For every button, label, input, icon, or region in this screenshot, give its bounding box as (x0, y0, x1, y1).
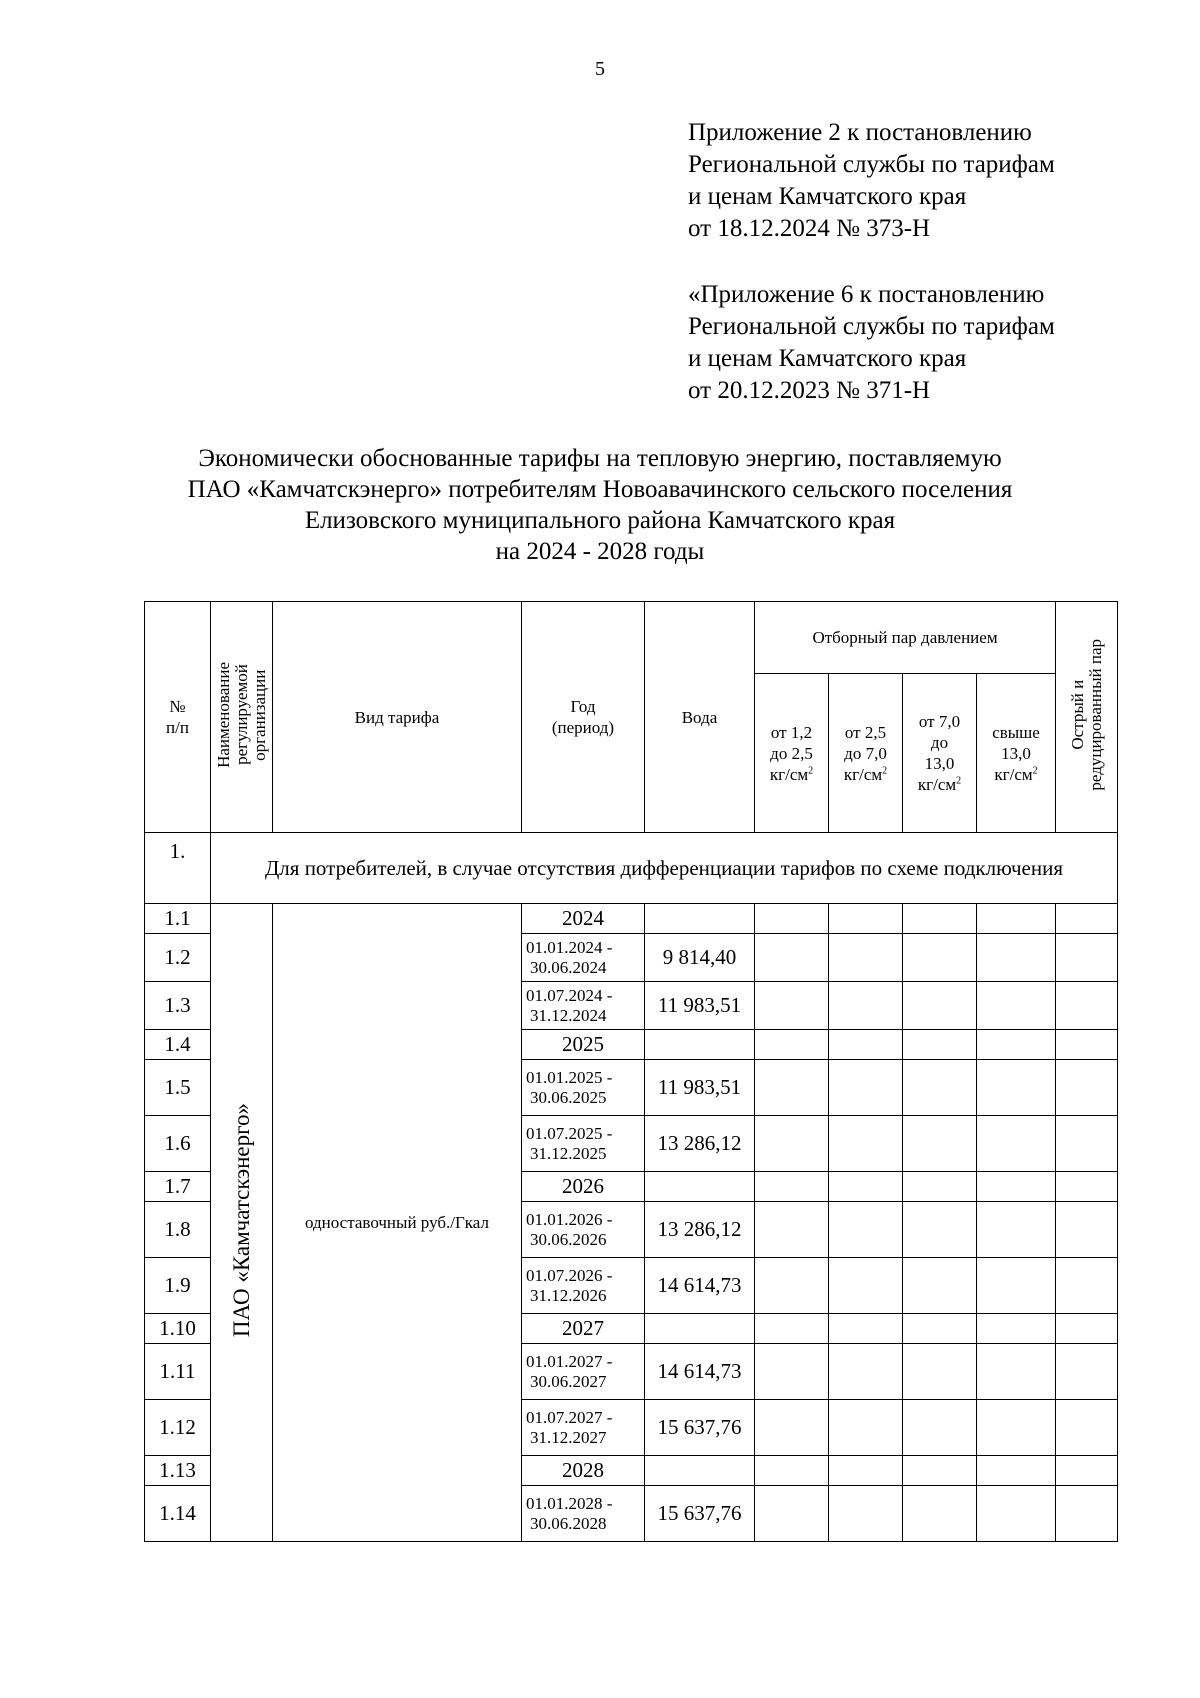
empty-cell (1056, 1314, 1118, 1344)
empty-cell (977, 1456, 1056, 1486)
year-cell: 2028 (522, 1456, 645, 1486)
title-line: ПАО «Камчатскэнерго» потребителям Новоавачинского сельского поселения (187, 476, 1013, 503)
empty-cell (1056, 904, 1118, 934)
empty-cell (903, 904, 977, 934)
empty-cell (903, 1344, 977, 1400)
period-start: 01.07.2026 - (526, 1265, 613, 1285)
year-cell: 2025 (522, 1030, 645, 1060)
appendix-current-block (688, 117, 1055, 245)
header-year-line: (период) (551, 718, 615, 737)
row-number: 1.13 (145, 1456, 211, 1486)
water-value: 14 614,73 (645, 1258, 755, 1314)
empty-cell (1056, 1030, 1118, 1060)
empty-cell (829, 1060, 903, 1116)
empty-cell (1056, 1400, 1118, 1456)
empty-cell (977, 1486, 1056, 1542)
organization-name: ПАО «Камчатскэнерго» (228, 1102, 254, 1338)
empty-cell (903, 934, 977, 982)
period-start: 01.07.2024 - (526, 985, 613, 1005)
empty-cell (755, 934, 829, 982)
empty-cell (829, 904, 903, 934)
row-number: 1.7 (145, 1172, 211, 1202)
period-cell (522, 982, 645, 1030)
period-cell (522, 1202, 645, 1258)
header-organization-line: Наименование (213, 661, 233, 768)
water-value: 11 983,51 (645, 982, 755, 1030)
header-steam-line: от 1,2 (770, 722, 813, 742)
header-year (522, 602, 645, 833)
year-cell: 2026 (522, 1172, 645, 1202)
row-number: 1.1 (145, 904, 211, 934)
header-water: Вода (645, 602, 755, 833)
period-start: 01.07.2027 - (526, 1407, 613, 1427)
header-steam-group: Отборный пар давлением (755, 602, 1056, 674)
row-number: 1.12 (145, 1400, 211, 1456)
row-number: 1.2 (145, 934, 211, 982)
tariff-table (144, 601, 1118, 1542)
empty-cell (755, 982, 829, 1030)
empty-cell (755, 1030, 829, 1060)
water-value: 14 614,73 (645, 1344, 755, 1400)
period-start: 01.07.2025 - (526, 1123, 613, 1143)
title-line: Экономически обоснованные тарифы на тепловую энергию, поставляемую (198, 445, 1002, 472)
header-number-line: п/п (166, 718, 189, 737)
empty-cell (829, 1314, 903, 1344)
empty-cell (1056, 1060, 1118, 1116)
section-row (145, 833, 1118, 904)
row-number: 1.6 (145, 1116, 211, 1172)
appendix-current-line: Региональной службы по тарифам (688, 151, 1055, 178)
empty-cell (903, 1030, 977, 1060)
empty-cell (903, 1202, 977, 1258)
empty-cell (903, 1486, 977, 1542)
appendix-previous-line: «Приложение 6 к постановлению (688, 281, 1045, 308)
empty-cell (1056, 982, 1118, 1030)
period-end: 30.06.2024 (530, 957, 607, 977)
header-steam-line: 13,0 (924, 754, 955, 773)
water-value (645, 1456, 755, 1486)
header-sharp-steam (1056, 602, 1118, 833)
water-value: 15 637,76 (645, 1486, 755, 1542)
empty-cell (829, 1202, 903, 1258)
water-value: 11 983,51 (645, 1060, 755, 1116)
header-steam-line: свыше (992, 722, 1040, 742)
empty-cell (977, 1116, 1056, 1172)
header-steam-unit: $кг/см^2$ (917, 775, 962, 794)
empty-cell (755, 1400, 829, 1456)
header-sharp-line: редуцированный пар (1085, 638, 1105, 791)
empty-cell (903, 1456, 977, 1486)
water-value (645, 904, 755, 934)
empty-cell (1056, 1344, 1118, 1400)
water-value: 13 286,12 (645, 1116, 755, 1172)
water-value: 9 814,40 (645, 934, 755, 982)
empty-cell (829, 1344, 903, 1400)
appendix-current-line: Приложение 2 к постановлению (688, 119, 1032, 146)
header-number (145, 602, 211, 833)
water-value: 15 637,76 (645, 1400, 755, 1456)
page-number: 5 (595, 58, 605, 80)
period-cell (522, 1060, 645, 1116)
empty-cell (829, 934, 903, 982)
document-title (100, 443, 1100, 567)
header-steam-line: 13,0 (1001, 743, 1031, 763)
empty-cell (977, 1030, 1056, 1060)
header-number-line: № (169, 697, 186, 716)
header-steam-unit: $кг/см^2$ (843, 764, 888, 784)
header-tariff-type: Вид тарифа (273, 602, 522, 833)
header-steam-line: до (930, 733, 949, 752)
empty-cell (1056, 1456, 1118, 1486)
tariff-type-cell: одноставочный руб./Гкал (273, 904, 522, 1542)
section-number: 1. (145, 833, 211, 904)
empty-cell (755, 1172, 829, 1202)
row-number: 1.9 (145, 1258, 211, 1314)
period-start: 01.01.2027 - (526, 1351, 613, 1371)
period-start: 01.01.2025 - (526, 1067, 613, 1087)
header-year-line: Год (570, 697, 596, 716)
empty-cell (1056, 1486, 1118, 1542)
empty-cell (755, 1116, 829, 1172)
empty-cell (903, 1258, 977, 1314)
empty-cell (1056, 1172, 1118, 1202)
empty-cell (1056, 1258, 1118, 1314)
period-end: 30.06.2025 (530, 1087, 607, 1107)
empty-cell (977, 1060, 1056, 1116)
empty-cell (755, 904, 829, 934)
row-number: 1.8 (145, 1202, 211, 1258)
header-organization-line: регулируемой (231, 664, 251, 765)
empty-cell (1056, 1116, 1118, 1172)
period-end: 31.12.2024 (530, 1005, 607, 1025)
header-steam-4 (977, 674, 1056, 833)
row-number: 1.11 (145, 1344, 211, 1400)
empty-cell (755, 1202, 829, 1258)
period-start: 01.01.2024 - (526, 937, 613, 957)
title-line: на 2024 - 2028 годы (495, 538, 705, 565)
period-start: 01.01.2028 - (526, 1493, 613, 1513)
row-number: 1.3 (145, 982, 211, 1030)
empty-cell (829, 1258, 903, 1314)
header-steam-line: до 7,0 (844, 743, 887, 763)
empty-cell (829, 1172, 903, 1202)
empty-cell (903, 1314, 977, 1344)
empty-cell (903, 1400, 977, 1456)
period-end: 30.06.2027 (530, 1371, 607, 1391)
water-value: 13 286,12 (645, 1202, 755, 1258)
empty-cell (977, 1314, 1056, 1344)
water-value (645, 1030, 755, 1060)
period-cell (522, 1116, 645, 1172)
title-line: Елизовского муниципального района Камчатского края (304, 507, 896, 534)
empty-cell (977, 934, 1056, 982)
empty-cell (829, 1456, 903, 1486)
header-steam-1 (755, 674, 829, 833)
header-steam-line: от 2,5 (844, 722, 887, 742)
header-steam-line: от 7,0 (918, 712, 961, 731)
header-steam-3 (903, 674, 977, 833)
table-row (145, 904, 1118, 934)
appendix-previous-line: и ценам Камчатского края (688, 345, 967, 372)
empty-cell (755, 1344, 829, 1400)
header-organization-line: организации (249, 668, 269, 761)
period-end: 31.12.2026 (530, 1285, 607, 1305)
header-steam-unit: $кг/см^2$ (994, 764, 1038, 784)
header-steam-unit: $кг/см^2$ (769, 764, 814, 784)
organization-cell (211, 904, 273, 1542)
header-organization (211, 602, 273, 833)
empty-cell (977, 904, 1056, 934)
appendix-current-line: от 18.12.2024 № 373-Н (688, 215, 931, 242)
header-steam-2 (829, 674, 903, 833)
period-end: 31.12.2025 (530, 1143, 607, 1163)
empty-cell (903, 982, 977, 1030)
empty-cell (903, 1060, 977, 1116)
year-cell: 2027 (522, 1314, 645, 1344)
section-title: Для потребителей, в случае отсутствия дифференциации тарифов по схеме подключения (211, 833, 1118, 904)
empty-cell (977, 1400, 1056, 1456)
header-steam-line: до 2,5 (770, 743, 813, 763)
water-value (645, 1314, 755, 1344)
empty-cell (977, 1258, 1056, 1314)
row-number: 1.14 (145, 1486, 211, 1542)
appendix-current-line: и ценам Камчатского края (688, 183, 967, 210)
empty-cell (903, 1116, 977, 1172)
header-row (145, 602, 1118, 674)
period-end: 30.06.2028 (530, 1513, 607, 1533)
appendix-previous-line: Региональной службы по тарифам (688, 313, 1055, 340)
row-number: 1.5 (145, 1060, 211, 1116)
period-cell (522, 1258, 645, 1314)
empty-cell (755, 1486, 829, 1542)
period-cell (522, 1486, 645, 1542)
period-cell (522, 1400, 645, 1456)
header-sharp-line: Острый и (1067, 679, 1087, 750)
empty-cell (829, 982, 903, 1030)
row-number: 1.10 (145, 1314, 211, 1344)
table-body (145, 904, 1118, 1542)
period-end: 31.12.2027 (530, 1427, 607, 1447)
appendix-previous-line: от 20.12.2023 № 371-Н (688, 377, 931, 404)
empty-cell (755, 1456, 829, 1486)
empty-cell (977, 1344, 1056, 1400)
row-number: 1.4 (145, 1030, 211, 1060)
empty-cell (755, 1060, 829, 1116)
empty-cell (829, 1486, 903, 1542)
empty-cell (977, 1172, 1056, 1202)
empty-cell (977, 1202, 1056, 1258)
period-cell (522, 1344, 645, 1400)
period-cell (522, 934, 645, 982)
period-start: 01.01.2026 - (526, 1209, 613, 1229)
empty-cell (903, 1172, 977, 1202)
empty-cell (755, 1314, 829, 1344)
empty-cell (1056, 1202, 1118, 1258)
empty-cell (829, 1116, 903, 1172)
appendix-previous-block (688, 279, 1055, 407)
empty-cell (829, 1400, 903, 1456)
period-end: 30.06.2026 (530, 1229, 607, 1249)
empty-cell (1056, 934, 1118, 982)
empty-cell (829, 1030, 903, 1060)
water-value (645, 1172, 755, 1202)
empty-cell (755, 1258, 829, 1314)
empty-cell (977, 982, 1056, 1030)
year-cell: 2024 (522, 904, 645, 934)
